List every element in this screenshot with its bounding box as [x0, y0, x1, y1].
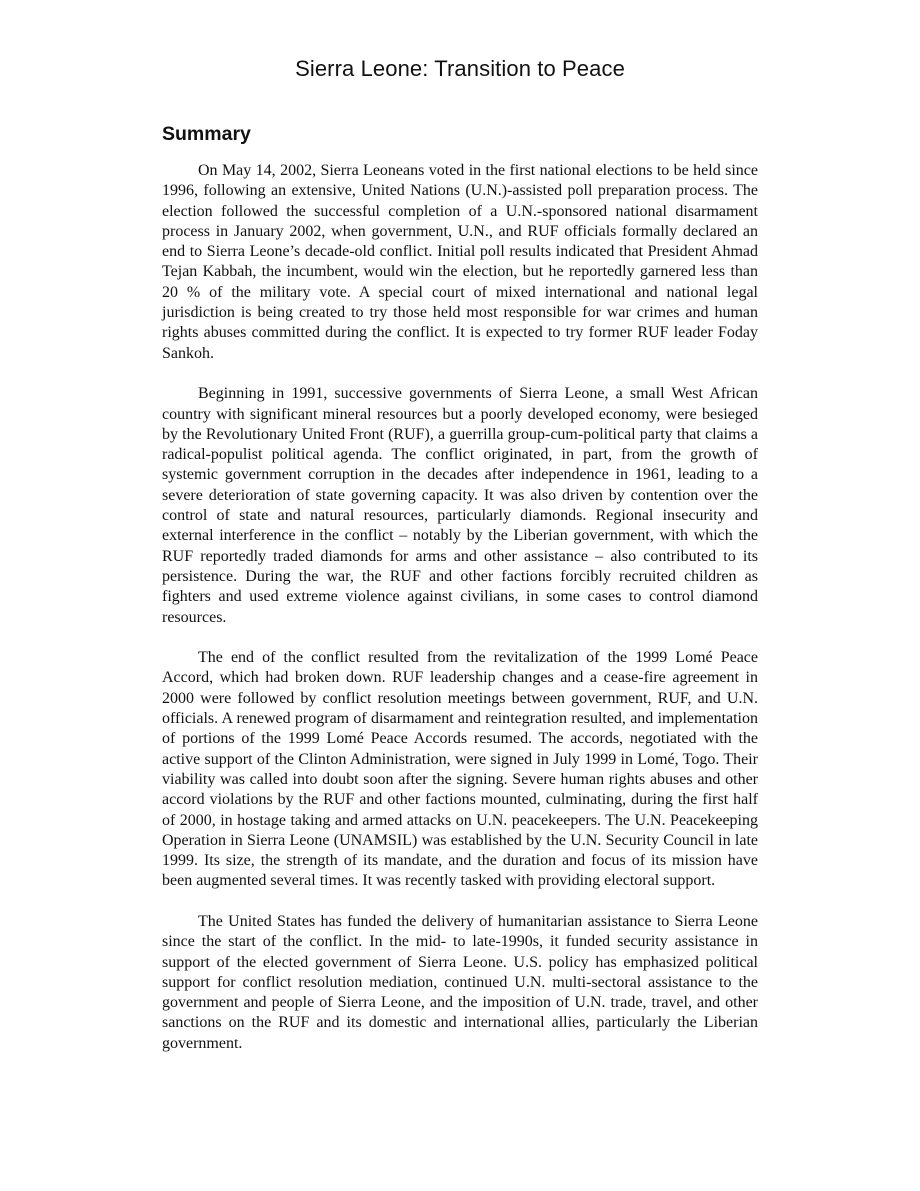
section-heading-summary: Summary [162, 123, 251, 145]
summary-paragraph-peace-process: The end of the conflict resulted from the revitalization of the 1999 Lomé Peace Accord, which had broken down. RUF leadership changes and a cease-fire agreement in 2000 were followed by conflict resolution meetings between government, RUF, and U.N. officials. A renewed program of disarmament and reintegration resulted, and implementation of portions of the 1999 Lomé Peace Accords resumed. The accords, negotiated with the active support of the Clinton Administration, were signed in July 1999 in Lomé, Togo. Their viability was called into doubt soon after the signing. Severe human rights abuses and other accord violations by the RUF and other factions mounted, culminating, during the first half of 2000, in hostage taking and armed attacks on U.N. peacekeepers. The U.N. Peacekeeping Operation in Sierra Leone (UNAMSIL) was established by the U.N. Security Council in late 1999. Its size, the strength of its mandate, and the duration and focus of its mission have been augmented several times. It was recently tasked with providing electoral support. [162, 649, 758, 890]
summary-paragraph-background: Beginning in 1991, successive governments of Sierra Leone, a small West African country with significant mineral resources but a poorly developed economy, were besieged by the Revolutionary United Front (RUF), a guerrilla group-cum-political party that claims a radical-populist political agenda. The conflict originated, in part, from the growth of systemic government corruption in the decades after independence in 1961, leading to a severe deterioration of state governing capacity. It was also driven by contention over the control of state and natural resources, particularly diamonds. Regional insecurity and external interference in the conflict – notably by the Liberian government, with which the RUF reportedly traded diamonds for arms and other assistance – also contributed to its persistence. During the war, the RUF and other factions forcibly recruited children as fighters and used extreme violence against civilians, in some cases to control diamond resources. [162, 385, 758, 626]
document-title: Sierra Leone: Transition to Peace [295, 56, 625, 81]
summary-paragraph-us-policy: The United States has funded the delivery of humanitarian assistance to Sierra Leone since the start of the conflict. In the mid- to late-1990s, it funded security assistance in support of the elected government of Sierra Leone. U.S. policy has emphasized political support for conflict resolution mediation, continued U.N. multi-sectoral assistance to the government and people of Sierra Leone, and the imposition of U.N. trade, travel, and other sanctions on the RUF and its domestic and international allies, particularly the Liberian government. [162, 912, 758, 1052]
document-page [162, 0, 758, 1054]
summary-paragraph-elections: On May 14, 2002, Sierra Leoneans voted in the first national elections to be held since 1996, following an extensive, United Nations (U.N.)-assisted poll preparation process. The election followed the successful completion of a U.N.-sponsored national disarmament process in January 2002, when government, U.N., and RUF officials formally declared an end to Sierra Leone’s decade-old conflict. Initial poll results indicated that President Ahmad Tejan Kabbah, the incumbent, would win the election, but he reportedly garnered less than 20 % of the military vote. A special court of mixed international and national legal jurisdiction is being created to try those held most responsible for war crimes and human rights abuses committed during the conflict. It is expected to try former RUF leader Foday Sankoh. [162, 162, 758, 362]
summary-body [162, 161, 758, 1054]
